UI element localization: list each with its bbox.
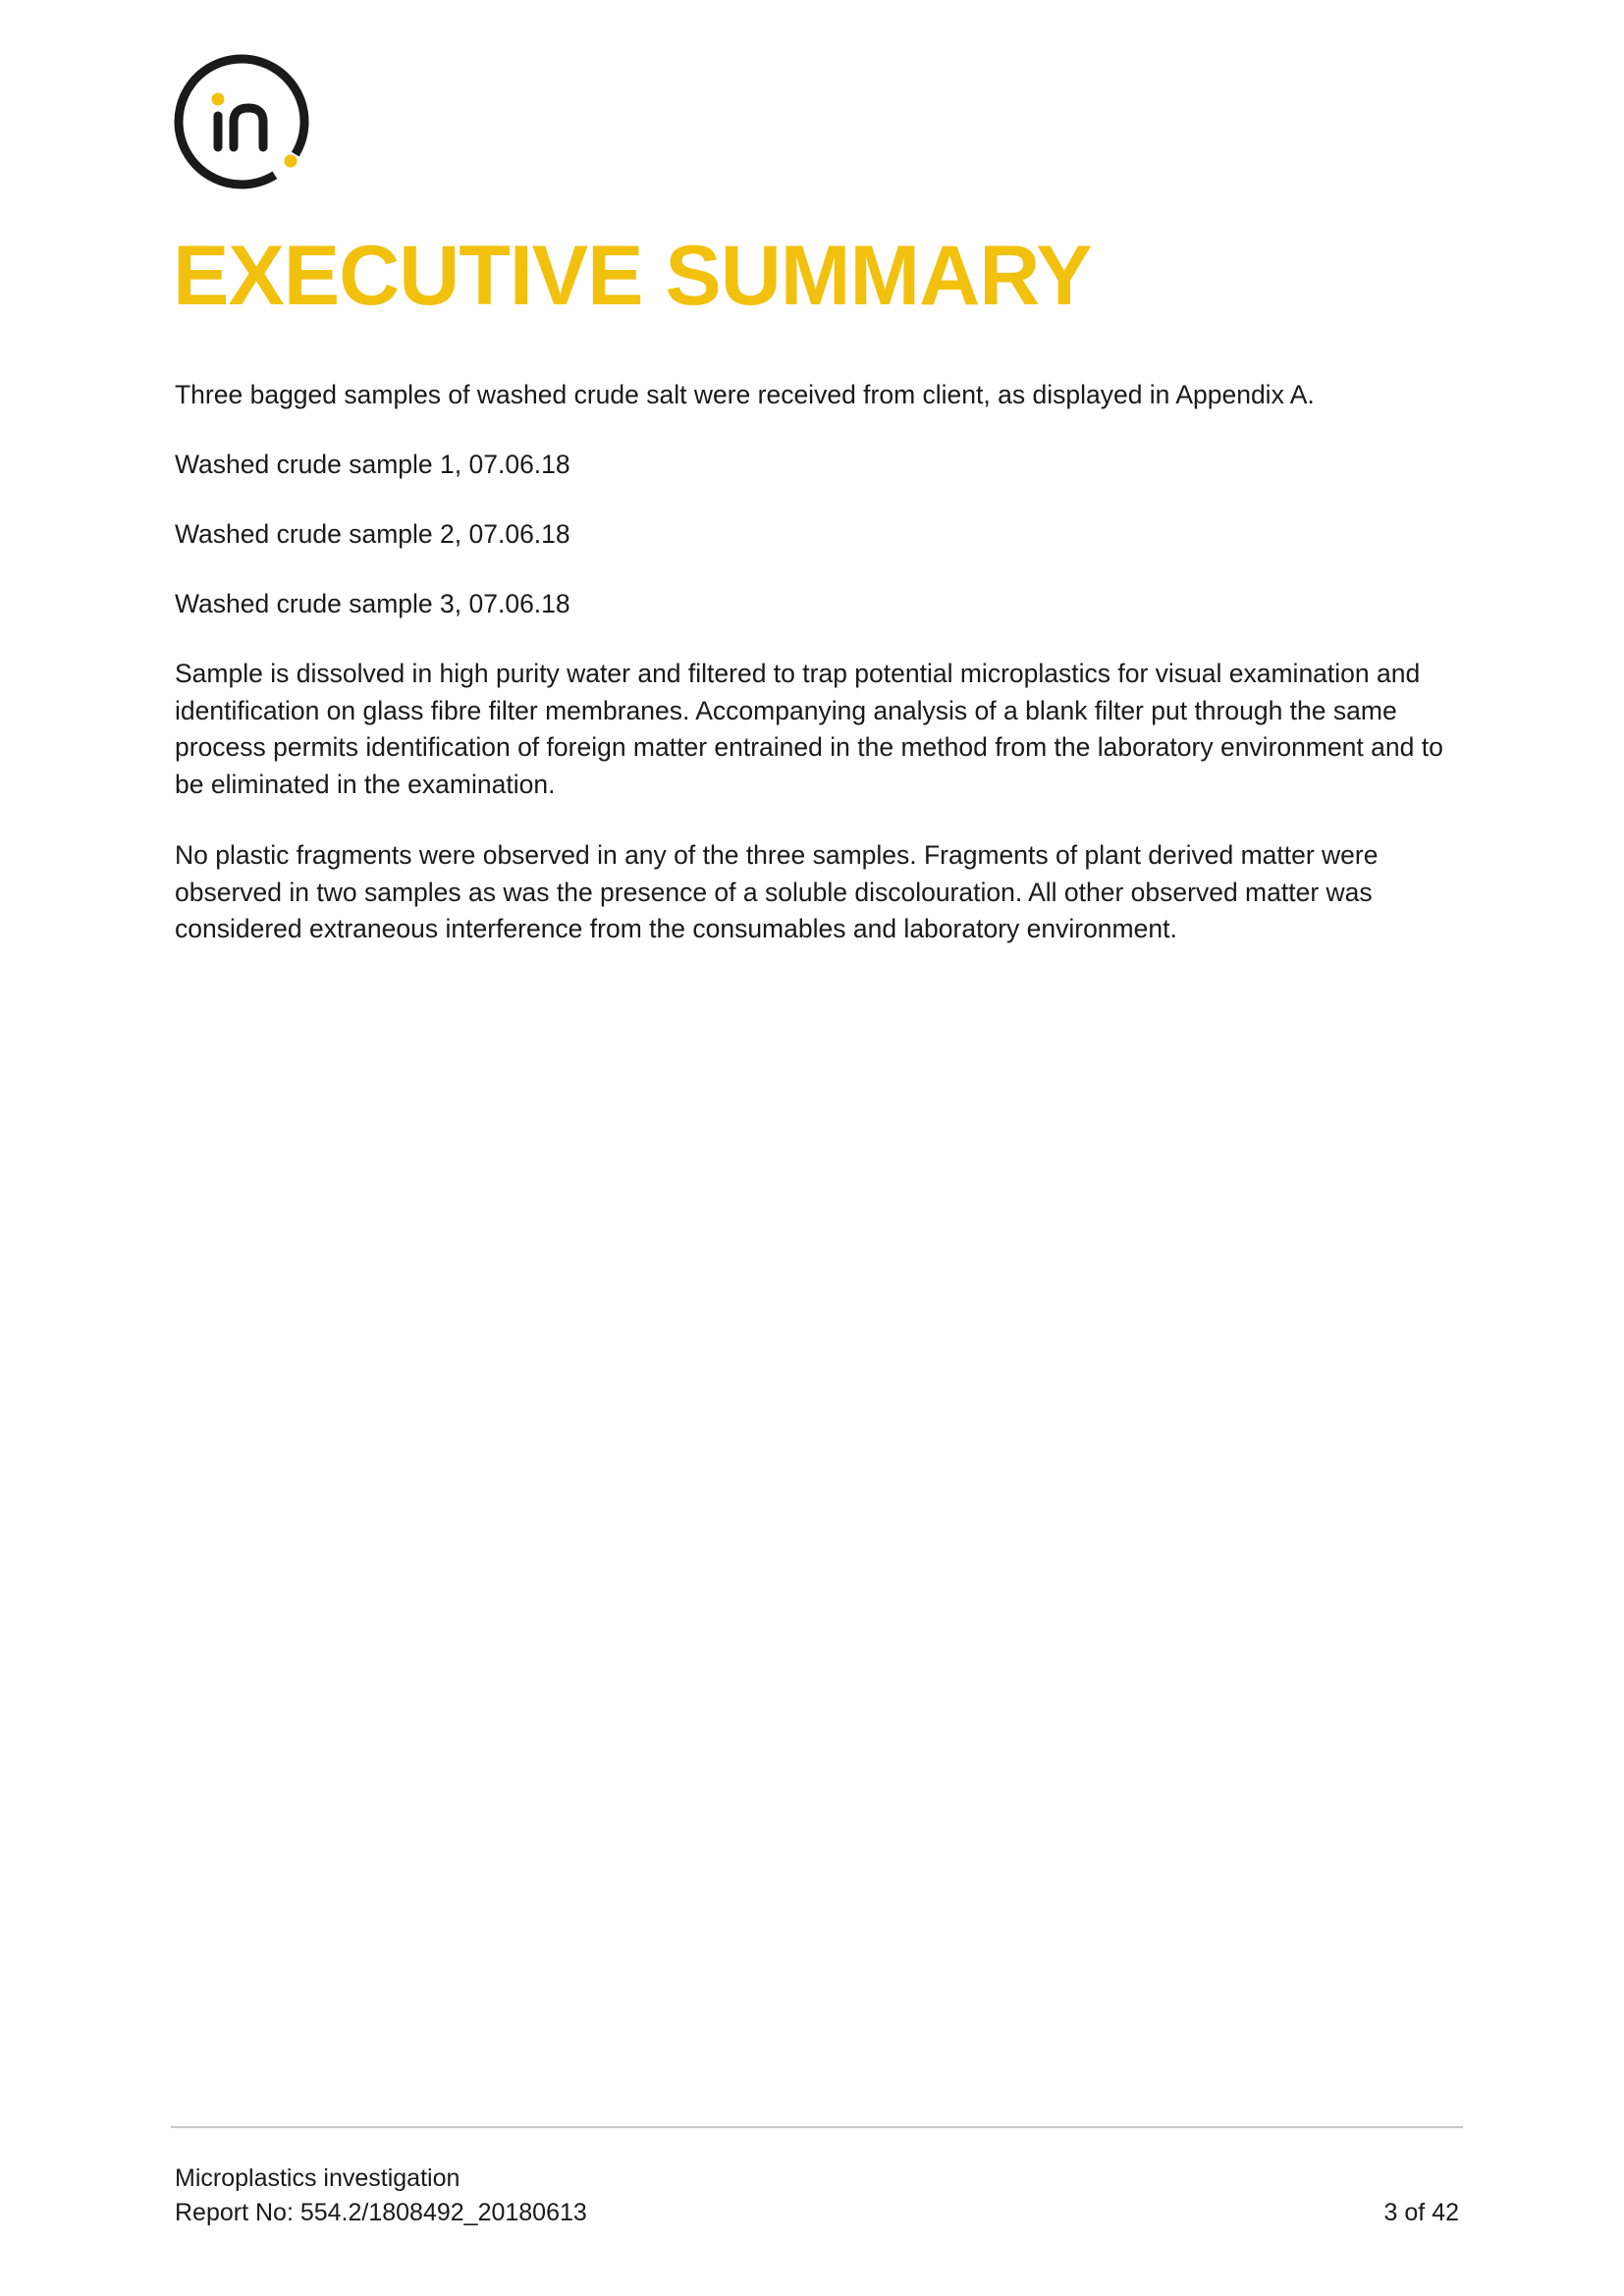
intro-paragraph: Three bagged samples of washed crude salt were received from client, as displayed in Appendix A. [175,380,1315,409]
sample-1-line: Washed crude sample 1, 07.06.18 [175,450,570,479]
sample-3-line: Washed crude sample 3, 07.06.18 [175,589,570,618]
footer-report-number: Report No: 554.2/1808492_20180613 [175,2199,587,2226]
sample-2-line: Washed crude sample 2, 07.06.18 [175,519,570,549]
method-paragraph: Sample is dissolved in high purity water and filtered to trap potential microplastics for visual examination and identification on glass fibre filter membranes. Accompanying analysis of a blank filter put through the same process permits identification of foreign matter entrained in the method from the laboratory environment and to be eliminated in the examination. [175,659,1443,799]
page-heading: EXECUTIVE SUMMARY [173,229,1092,323]
footer-info [175,2162,587,2230]
findings-paragraph: No plastic fragments were observed in any of the three samples. Fragments of plant derived matter were observed in two samples as was the presence of a soluble discolouration. All other observed matter was considered extraneous interference from the consumables and laboratory environment. [175,840,1379,943]
company-logo [171,51,312,192]
footer-divider [171,2126,1463,2128]
footer-title: Microplastics investigation [175,2164,460,2192]
page-number: 3 of 42 [1383,2199,1459,2226]
